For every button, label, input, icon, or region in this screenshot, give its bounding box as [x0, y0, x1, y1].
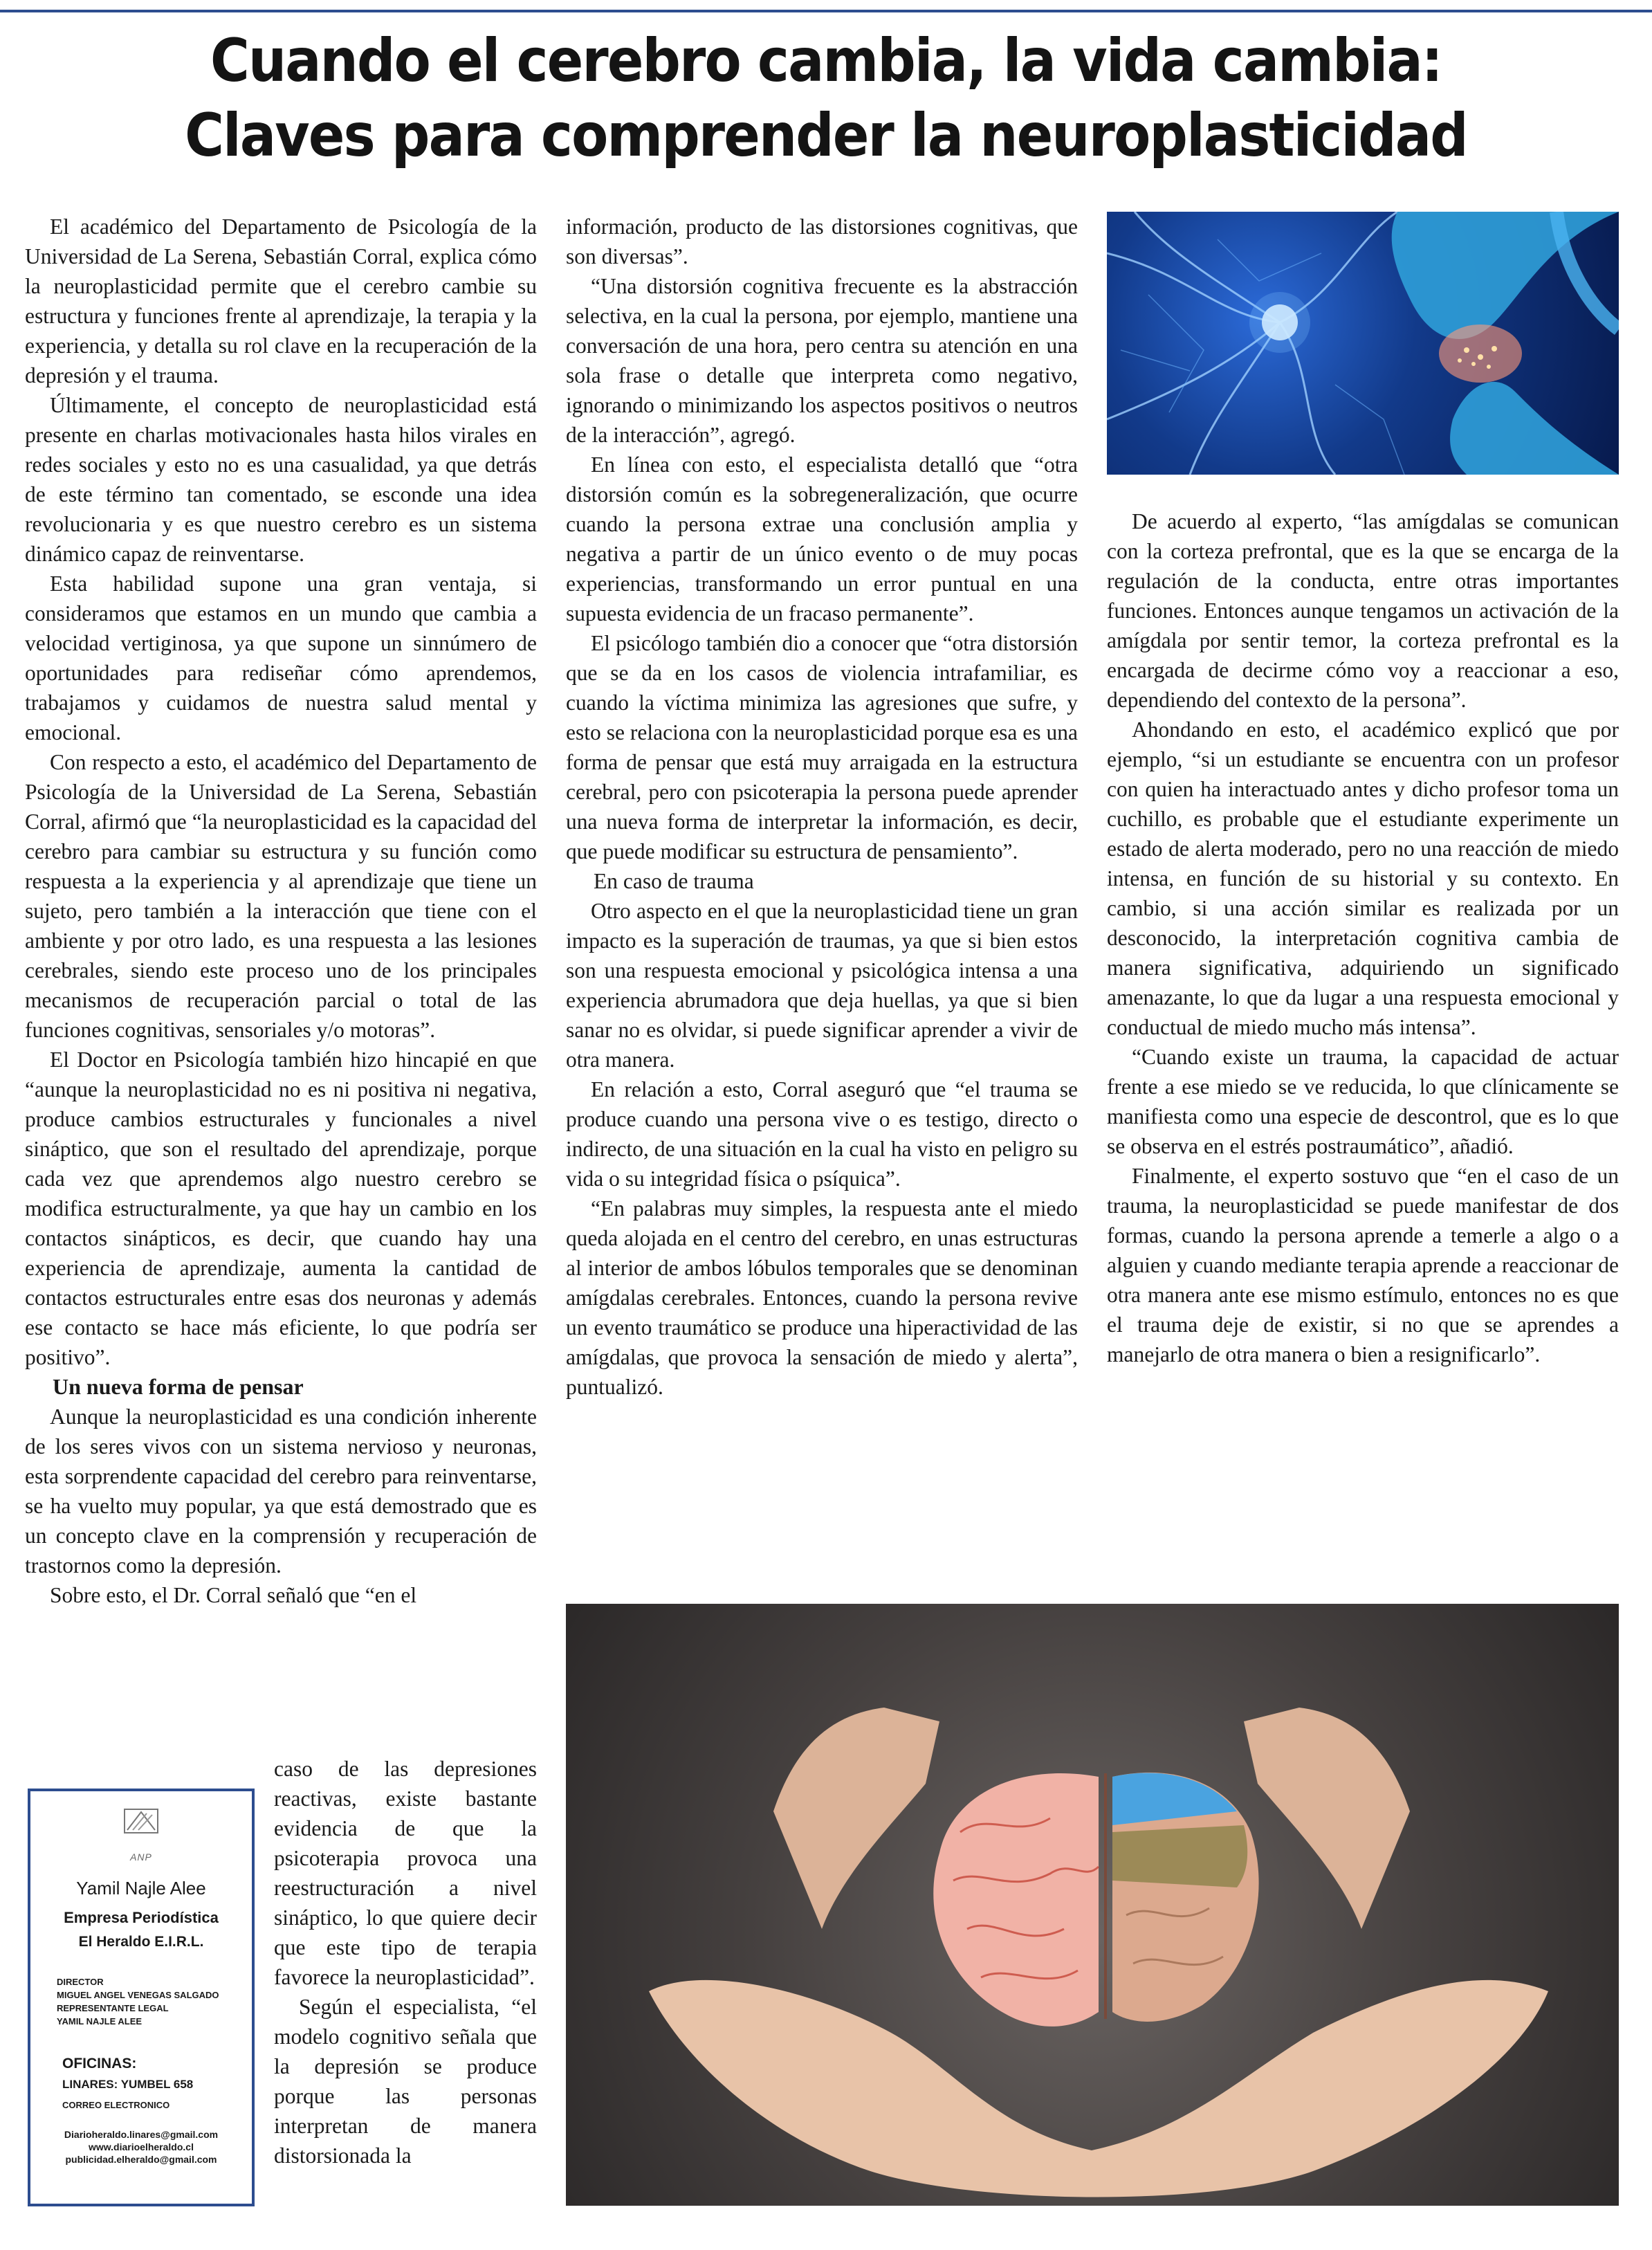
owner-name: Yamil Najle Alee [76, 1878, 206, 1899]
paragraph: Finalmente, el experto sostuvo que “en el caso de un trauma, la neuroplasticidad se puede manifestar de dos formas, cuando la persona aprende a temerle a algo o a alguien y cuando mediante terapia aprende a reaccionar de otra manera ante ese mismo estímulo, entonces no es que el trauma deje de existir, si no que se aprendes a manejarlo de otra manera o bien a resignificarlo”. [1107, 1164, 1619, 1366]
anp-logo-icon [120, 1807, 162, 1844]
legal-label: REPRESENTANTE LEGAL [57, 2003, 169, 2013]
masthead-box [28, 1789, 255, 2206]
paragraph: El psicólogo también dio a conocer que “otra distorsión que se da en los casos de violencia intrafamiliar, es cuando la víctima minimiza las agresiones que sufre, y esto se relaciona con la neuroplasticidad porque esa es una forma de pensar que está muy arraigada en la estructura cerebral, pero con psicoterapia la persona puede aprender una nueva forma de interpretar la información, es decir, que puede modificar su estructura de pensamiento”. [566, 631, 1078, 863]
offices-address: LINARES: YUMBEL 658 [62, 2078, 194, 2091]
email-label: CORREO ELECTRONICO [62, 2100, 170, 2110]
company-name: Empresa Periodística [64, 1909, 219, 1926]
offices-label: OFICINAS: [62, 2056, 137, 2071]
paragraph: En línea con esto, el especialista detalló que “otra distorsión común es la sobregeneralización, que ocurre cuando la persona extrae una conclusión amplia y negativa a partir de un único evento o de muy pocas experiencias, transformando un error puntual en una supuesta evidencia de un fracaso permanente”. [566, 452, 1078, 625]
paragraph: “Una distorsión cognitiva frecuente es la abstracción selectiva, en la cual la persona, por ejemplo, mantiene una conversación de una hora, pero centra su atención en una sola frase o detalle que interpreta como negativo, ignorando o minimizando los aspectos positivos o neutros de la interacción”, agregó. [566, 274, 1078, 447]
paragraph: Según el especialista, “el modelo cognitivo señala que la depresión se produce porque las personas interpretan de manera distorsionada la [274, 1995, 537, 2168]
website-link[interactable]: www.diarioelheraldo.cl [89, 2141, 194, 2152]
neuron-illustration [1107, 212, 1619, 475]
director-name: MIGUEL ANGEL VENEGAS SALGADO [57, 1990, 219, 2000]
brain-model-icon [566, 1604, 1619, 2206]
subheading: En caso de trauma [594, 869, 754, 893]
paragraph: Ahondando en esto, el académico explicó que por ejemplo, “si un estudiante se encuentra con un profesor con quien ha interactuado antes y dicho profesor toma un cuchillo, es probable que el estudiante experimente un estado de alerta moderado, pero no una reacción de miedo intensa, en función de su historial y su contexto. En cambio, si una acción similar es realizada por un desconocido, la interpretación cognitiva cambia de manera significativa, adquiriendo un significado amenazante, lo que da lugar a una respuesta emocional y conductual de miedo mucho más intensa”. [1107, 717, 1619, 1039]
paragraph: Últimamente, el concepto de neuroplasticidad está presente en charlas motivacionales hasta hilos virales en redes sociales y esto no es una casualidad, ya que detrás de este término tan comentado, se esconde una idea revolucionaria y es que nuestro cerebro es un sistema dinámico capaz de reinventarse. [25, 393, 537, 566]
paragraph: Aunque la neuroplasticidad es una condición inherente de los seres vivos con un sistema nervioso y neuronas, esta sorprendente capacidad del cerebro para reinventarse, se ha vuelto muy popular, ya que está demostrado que es un concepto clave en la comprensión y recuperación de trastornos como la depresión. [25, 1405, 537, 1577]
paragraph: información, producto de las distorsiones cognitivas, que son diversas”. [566, 214, 1078, 268]
paragraph: Esta habilidad supone una gran ventaja, si consideramos que estamos en un mundo que cambia a velocidad vertiginosa, ya que supone un sinnúmero de oportunidades para rediseñar cómo aprendemos, trabajamos y cuidamos de nuestra salud mental y emocional. [25, 571, 537, 744]
anp-label: ANP [130, 1851, 152, 1863]
headline-line-2: Claves para comprender la neuroplasticidad [185, 101, 1467, 170]
email-1[interactable]: Diarioheraldo.linares@gmail.com [64, 2129, 219, 2140]
paragraph: El académico del Departamento de Psicología de la Universidad de La Serena, Sebastián Corral, explica cómo la neuroplasticidad permite que el cerebro cambie su estructura y funciones frente al aprendizaje, la terapia y la experiencia, y detalla su rol clave en la recuperación de la depresión y el trauma. [25, 214, 537, 387]
paragraph: “En palabras muy simples, la respuesta ante el miedo queda alojada en el centro del cerebro, en unas estructuras al interior de ambos lóbulos temporales que se denominan amígdalas cerebrales. Entonces, cuando la persona revive un evento traumático se produce una hiperactividad de las amígdalas, que provoca la sensación de miedo y alerta”, puntualizó. [566, 1196, 1078, 1399]
director-label: DIRECTOR [57, 1977, 104, 1987]
paragraph: Otro aspecto en el que la neuroplasticidad tiene un gran impacto es la superación de traumas, ya que si bien estos son una respuesta emocional y psicológica intensa a una experiencia abrumadora que deja huellas, ya que si bien sanar no es olvidar, si puede significar aprender a vivir de otra manera. [566, 899, 1078, 1072]
article-column-1-narrow [274, 1754, 537, 2170]
company-name-2: El Heraldo E.I.R.L. [78, 1934, 204, 1950]
paragraph: “Cuando existe un trauma, la capacidad de actuar frente a ese miedo se ve reducida, lo que clínicamente se manifiesta como una especie de descontrol, que es lo que se observa en el estrés postraumático”, añadió. [1107, 1045, 1619, 1158]
email-2[interactable]: publicidad.elheraldo@gmail.com [65, 2154, 217, 2165]
top-rule [0, 0, 1652, 12]
headline [82, 24, 1569, 173]
paragraph: De acuerdo al experto, “las amígdalas se comunican con la corteza prefrontal, que es la que se encarga de la regulación de la conducta, entre otras importantes funciones. Entonces aunque tengamos un activación de la amígdala por sentir temor, la corteza prefrontal es la encargada de decirme cómo voy a reaccionar a eso, dependiendo del contexto de la persona”. [1107, 509, 1619, 712]
paragraph: caso de las depresiones reactivas, existe bastante evidencia de que la psicoterapia provoca una reestructuración a nivel sináptico, lo que quiere decir que este tipo de terapia favorece la neuroplasticidad”. [274, 1757, 537, 1989]
neuron-icon [1107, 212, 1619, 475]
article-column-1 [25, 212, 537, 1610]
article-column-2 [566, 212, 1078, 1402]
legal-name: YAMIL NAJLE ALEE [57, 2016, 143, 2027]
paragraph: Con respecto a esto, el académico del Departamento de Psicología de la Universidad de La Serena, Sebastián Corral, afirmó que “la neuroplasticidad es la capacidad del cerebro para cambiar su estructura y su función como respuesta a la experiencia y al aprendizaje que tiene un sujeto, pero también a la interacción que tiene con el ambiente y por otro lado, es una respuesta a las lesiones cerebrales, siendo este proceso uno de los principales mecanismos de recuperación parcial o total de las funciones cognitivas, sensoriales y/o motoras”. [25, 750, 537, 1042]
brain-in-hands-photo [566, 1604, 1619, 2206]
subheading: Un nueva forma de pensar [53, 1374, 304, 1399]
paragraph: El Doctor en Psicología también hizo hincapié en que “aunque la neuroplasticidad no es ni positiva ni negativa, produce cambios estructurales y funcionales a nivel sináptico, que son el resultado del aprendizaje, porque cada vez que aprendemos algo nuestro cerebro se modifica estructuralmente, ya que hay un cambio en los contactos sinápticos, es decir, que cuando hay una experiencia de aprendizaje, aumenta la cantidad de contactos estructurales entre esas dos neuronas y además ese contacto se hace más eficiente, lo que podría ser positivo”. [25, 1048, 537, 1369]
paragraph: En relación a esto, Corral aseguró que “el trauma se produce cuando una persona vive o es testigo, directo o indirecto, de una situación en la cual ha visto en peligro su vida o su integridad física o psíquica”. [566, 1077, 1078, 1191]
headline-line-1: Cuando el cerebro cambia, la vida cambia: [210, 26, 1442, 95]
article-column-3 [1107, 506, 1619, 1369]
paragraph: Sobre esto, el Dr. Corral señaló que “en el [50, 1583, 417, 1607]
